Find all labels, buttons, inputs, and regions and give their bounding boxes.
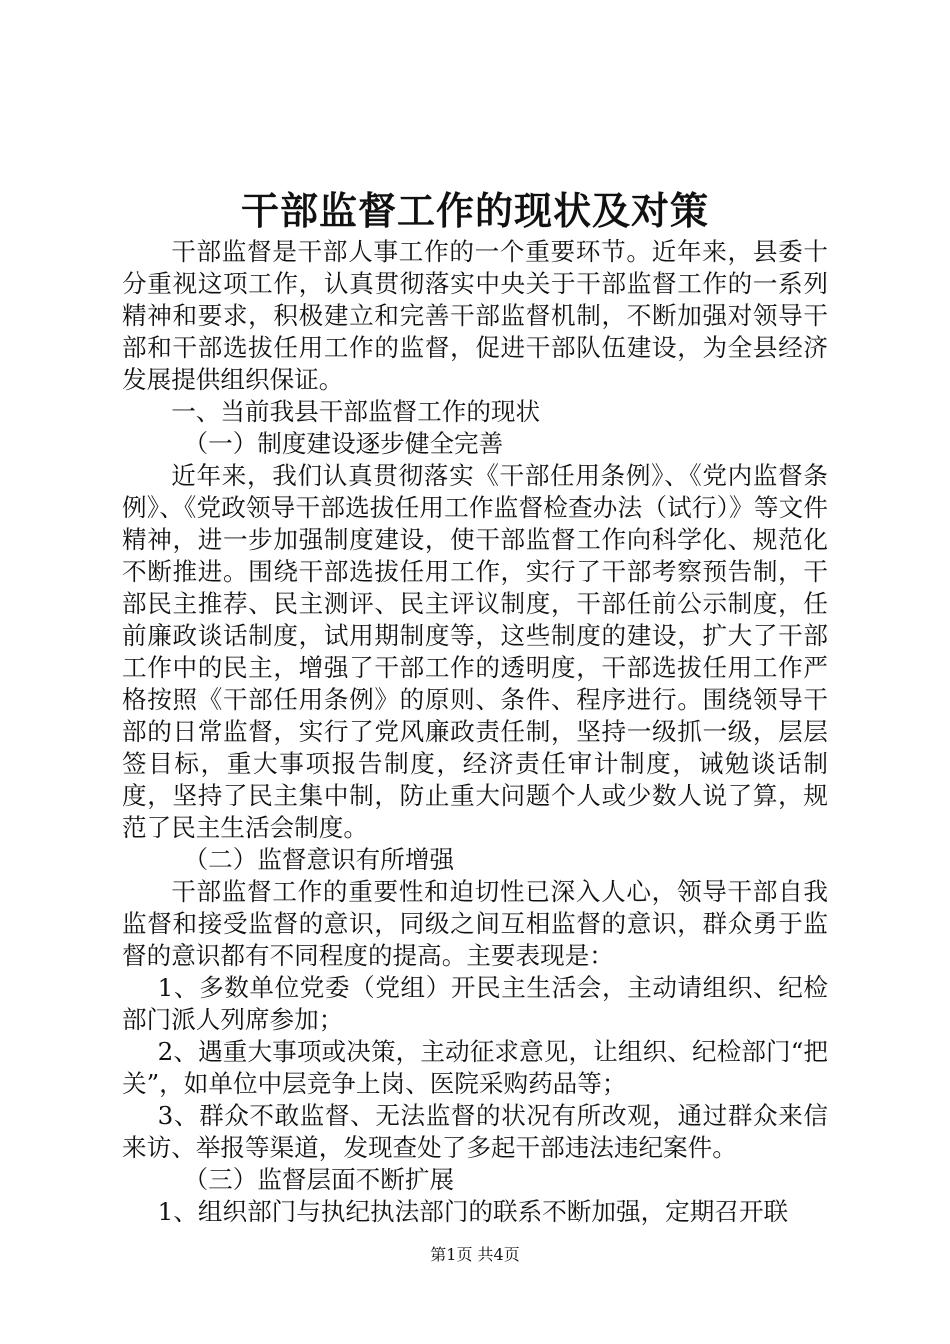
list-item-1: 1、多数单位党委（党组）开民主生活会，主动请组织、纪检部门派人列席参加； <box>122 973 828 1034</box>
section-heading-1: 一、当前我县干部监督工作的现状 <box>171 397 541 426</box>
paragraph-awareness: 干部监督工作的重要性和迫切性已深入人心，领导干部自我监督和接受监督的意识，同级之间互相监督的意识，群众勇于监督的意识都有不同程度的提高。主要表现是： <box>122 877 828 970</box>
paragraph-intro: 干部监督是干部人事工作的一个重要环节。近年来，县委十分重视这项工作，认真贯彻落实中央关于干部监督工作的一系列精神和要求，积极建立和完善干部监督机制，不断加强对领导干部和干部选拔任用工作的监督，促进干部队伍建设，为全县经济发展提供组织保证。 <box>122 237 828 394</box>
list-item-4: 1、组织部门与执纪执法部门的联系不断加强，定期召开联 <box>157 1197 789 1226</box>
document-body <box>122 236 828 1228</box>
page-number-footer: 第1页 共4页 <box>430 1245 520 1264</box>
document-title: 干部监督工作的现状及对策 <box>240 188 709 233</box>
list-item-2: 2、遇重大事项或决策，主动征求意见，让组织、纪检部门“把关”，如单位中层竞争上岗、医院采购药品等； <box>122 1037 828 1098</box>
subsection-heading-1: （一）制度建设逐步健全完善 <box>183 429 504 458</box>
list-item-3: 3、群众不敢监督、无法监督的状况有所改观，通过群众来信来访、举报等渠道，发现查处了多起干部违法违纪案件。 <box>122 1101 828 1162</box>
subsection-heading-3: （三）监督层面不断扩展 <box>183 1165 455 1194</box>
subsection-heading-2: （二）监督意识有所增强 <box>183 845 455 874</box>
paragraph-system-building: 近年来，我们认真贯彻落实《干部任用条例》、《党内监督条例》、《党政领导干部选拔任用工作监督检查办法（试行）》等文件精神，进一步加强制度建设，使干部监督工作向科学化、规范化不断推进。围绕干部选拔任用工作，实行了干部考察预告制，干部民主推荐、民主测评、民主评议制度，干部任前公示制度，任前廉政谈话制度，试用期制度等，这些制度的建设，扩大了干部工作中的民主，增强了干部工作的透明度，干部选拔任用工作严格按照《干部任用条例》的原则、条件、程序进行。围绕领导干部的日常监督，实行了党风廉政责任制，坚持一级抓一级，层层签目标，重大事项报告制度，经济责任审计制度，诫勉谈话制度，坚持了民主集中制，防止重大问题个人或少数人说了算，规范了民主生活会制度。 <box>122 461 828 842</box>
